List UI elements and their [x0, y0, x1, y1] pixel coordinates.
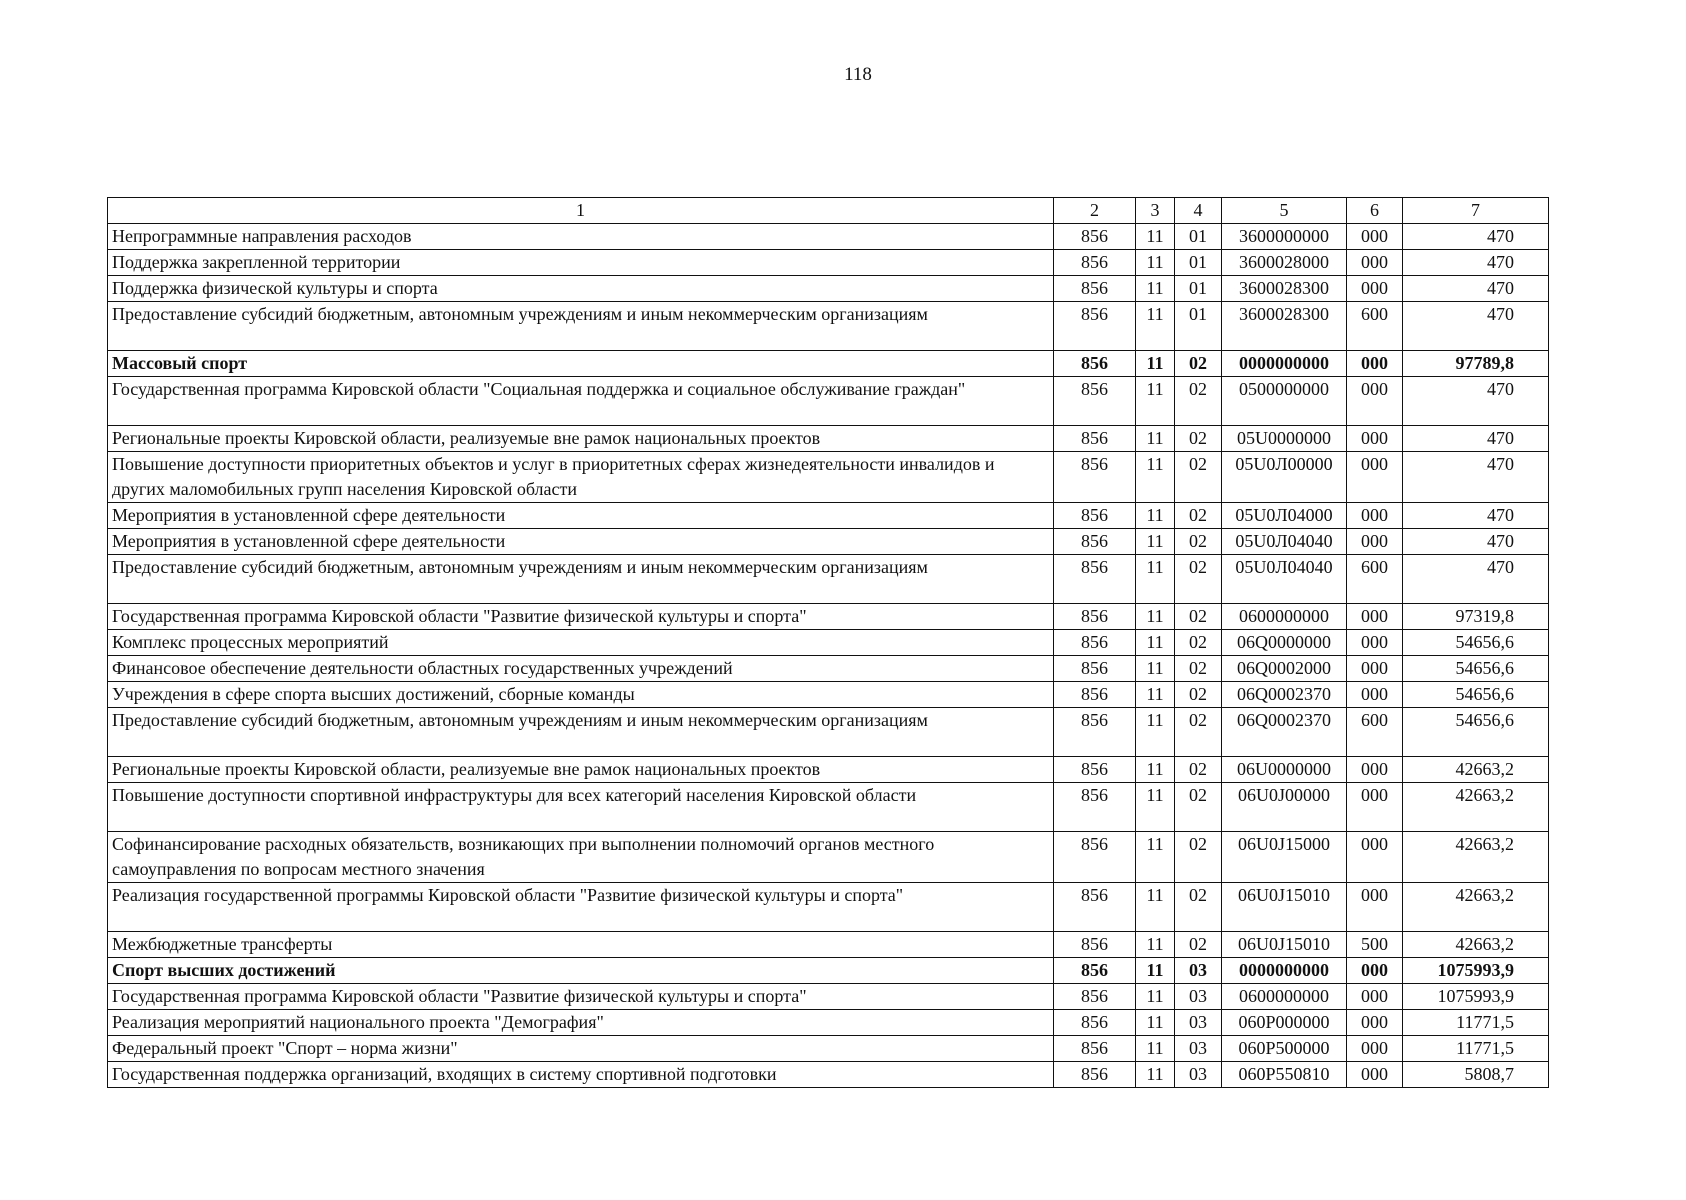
- row-code-6-cell: 000: [1347, 757, 1403, 783]
- row-code-2-cell: 856: [1054, 426, 1136, 452]
- row-amount-cell: 54656,6: [1403, 656, 1549, 682]
- row-code-3-cell: 11: [1136, 224, 1175, 250]
- row-code-4-cell: 02: [1175, 503, 1222, 529]
- row-code-6-cell: 000: [1347, 682, 1403, 708]
- row-code-3-cell: 11: [1136, 377, 1175, 426]
- row-code-5-cell: 05U0Л04000: [1222, 503, 1347, 529]
- row-code-5-cell: 3600028300: [1222, 276, 1347, 302]
- table-row: [108, 426, 1549, 452]
- row-code-6-cell: 000: [1347, 783, 1403, 832]
- row-code-4-cell: 02: [1175, 426, 1222, 452]
- row-amount-cell: 97789,8: [1403, 351, 1549, 377]
- row-code-2-cell: 856: [1054, 604, 1136, 630]
- row-amount-cell: 470: [1403, 250, 1549, 276]
- row-amount-cell: 470: [1403, 452, 1549, 503]
- header-cell-1: 1: [108, 198, 1054, 224]
- row-code-2-cell: 856: [1054, 708, 1136, 757]
- row-code-2-cell: 856: [1054, 757, 1136, 783]
- table-row: [108, 250, 1549, 276]
- row-code-2-cell: 856: [1054, 1062, 1136, 1088]
- row-code-2-cell: 856: [1054, 883, 1136, 932]
- row-amount-cell: 11771,5: [1403, 1010, 1549, 1036]
- row-code-5-cell: 3600028300: [1222, 302, 1347, 351]
- row-name-cell: Массовый спорт: [108, 351, 1054, 377]
- row-code-5-cell: 0600000000: [1222, 984, 1347, 1010]
- page-number: 118: [844, 64, 872, 85]
- row-amount-cell: 470: [1403, 426, 1549, 452]
- row-code-4-cell: 02: [1175, 656, 1222, 682]
- row-code-4-cell: 01: [1175, 276, 1222, 302]
- row-code-4-cell: 02: [1175, 452, 1222, 503]
- row-code-3-cell: 11: [1136, 708, 1175, 757]
- row-name-cell: Учреждения в сфере спорта высших достижений, сборные команды: [108, 682, 1054, 708]
- row-code-6-cell: 000: [1347, 1062, 1403, 1088]
- row-code-6-cell: 000: [1347, 503, 1403, 529]
- row-amount-cell: 470: [1403, 529, 1549, 555]
- row-code-5-cell: 3600028000: [1222, 250, 1347, 276]
- table-row: [108, 932, 1549, 958]
- row-name-cell: Государственная программа Кировской области "Развитие физической культуры и спорта": [108, 604, 1054, 630]
- row-code-4-cell: 02: [1175, 682, 1222, 708]
- row-name-cell: Предоставление субсидий бюджетным, автономным учреждениям и иным некоммерческим организациям: [108, 555, 1054, 604]
- row-code-6-cell: 600: [1347, 302, 1403, 351]
- row-code-6-cell: 000: [1347, 958, 1403, 984]
- row-code-5-cell: 060P500000: [1222, 1036, 1347, 1062]
- row-code-3-cell: 11: [1136, 757, 1175, 783]
- row-code-3-cell: 11: [1136, 529, 1175, 555]
- row-amount-cell: 1075993,9: [1403, 984, 1549, 1010]
- row-amount-cell: 42663,2: [1403, 932, 1549, 958]
- table-row: [108, 604, 1549, 630]
- table-body: [108, 198, 1549, 1088]
- row-code-3-cell: 11: [1136, 302, 1175, 351]
- row-code-2-cell: 856: [1054, 276, 1136, 302]
- row-code-6-cell: 600: [1347, 708, 1403, 757]
- row-code-3-cell: 11: [1136, 984, 1175, 1010]
- row-code-3-cell: 11: [1136, 1036, 1175, 1062]
- table-row: [108, 708, 1549, 757]
- table-row: [108, 1036, 1549, 1062]
- row-code-3-cell: 11: [1136, 932, 1175, 958]
- row-code-4-cell: 01: [1175, 224, 1222, 250]
- row-code-2-cell: 856: [1054, 302, 1136, 351]
- row-name-cell: Реализация государственной программы Кировской области "Развитие физической культуры и спорта": [108, 883, 1054, 932]
- row-name-cell: Реализация мероприятий национального проекта "Демография": [108, 1010, 1054, 1036]
- row-name-cell: Мероприятия в установленной сфере деятельности: [108, 529, 1054, 555]
- row-code-2-cell: 856: [1054, 783, 1136, 832]
- header-cell-5: 5: [1222, 198, 1347, 224]
- row-amount-cell: 54656,6: [1403, 682, 1549, 708]
- row-code-2-cell: 856: [1054, 682, 1136, 708]
- row-code-5-cell: 06U0J15010: [1222, 883, 1347, 932]
- table-row: [108, 555, 1549, 604]
- row-code-3-cell: 11: [1136, 604, 1175, 630]
- row-code-4-cell: 02: [1175, 757, 1222, 783]
- row-code-5-cell: 0600000000: [1222, 604, 1347, 630]
- row-name-cell: Поддержка закрепленной территории: [108, 250, 1054, 276]
- header-row: [108, 198, 1549, 224]
- row-code-4-cell: 03: [1175, 1036, 1222, 1062]
- row-code-6-cell: 000: [1347, 452, 1403, 503]
- row-code-2-cell: 856: [1054, 351, 1136, 377]
- row-code-2-cell: 856: [1054, 555, 1136, 604]
- row-name-cell: Спорт высших достижений: [108, 958, 1054, 984]
- row-name-cell: Региональные проекты Кировской области, реализуемые вне рамок национальных проектов: [108, 426, 1054, 452]
- row-amount-cell: 470: [1403, 555, 1549, 604]
- row-code-3-cell: 11: [1136, 503, 1175, 529]
- row-amount-cell: 470: [1403, 224, 1549, 250]
- row-code-4-cell: 02: [1175, 529, 1222, 555]
- row-code-6-cell: 000: [1347, 377, 1403, 426]
- row-code-6-cell: 000: [1347, 276, 1403, 302]
- table-row: [108, 630, 1549, 656]
- row-code-6-cell: 000: [1347, 529, 1403, 555]
- row-amount-cell: 42663,2: [1403, 832, 1549, 883]
- row-name-cell: Федеральный проект "Спорт – норма жизни": [108, 1036, 1054, 1062]
- row-name-cell: Непрограммные направления расходов: [108, 224, 1054, 250]
- row-code-4-cell: 02: [1175, 932, 1222, 958]
- row-code-4-cell: 03: [1175, 1010, 1222, 1036]
- row-code-5-cell: 05U0Л04040: [1222, 555, 1347, 604]
- row-code-4-cell: 02: [1175, 351, 1222, 377]
- row-code-6-cell: 000: [1347, 832, 1403, 883]
- row-code-3-cell: 11: [1136, 1062, 1175, 1088]
- table-row: [108, 783, 1549, 832]
- header-cell-4: 4: [1175, 198, 1222, 224]
- row-amount-cell: 5808,7: [1403, 1062, 1549, 1088]
- row-amount-cell: 470: [1403, 276, 1549, 302]
- row-code-4-cell: 02: [1175, 377, 1222, 426]
- row-code-6-cell: 500: [1347, 932, 1403, 958]
- row-code-2-cell: 856: [1054, 984, 1136, 1010]
- row-code-3-cell: 11: [1136, 1010, 1175, 1036]
- header-cell-7: 7: [1403, 198, 1549, 224]
- row-code-6-cell: 600: [1347, 555, 1403, 604]
- row-code-4-cell: 02: [1175, 630, 1222, 656]
- row-name-cell: Поддержка физической культуры и спорта: [108, 276, 1054, 302]
- row-code-6-cell: 000: [1347, 224, 1403, 250]
- row-code-2-cell: 856: [1054, 452, 1136, 503]
- row-name-cell: Предоставление субсидий бюджетным, автономным учреждениям и иным некоммерческим организациям: [108, 708, 1054, 757]
- row-code-4-cell: 02: [1175, 783, 1222, 832]
- row-code-2-cell: 856: [1054, 1036, 1136, 1062]
- table-row: [108, 351, 1549, 377]
- row-code-4-cell: 03: [1175, 958, 1222, 984]
- row-name-cell: Софинансирование расходных обязательств, возникающих при выполнении полномочий органов местного самоуправления по вопросам местного значения: [108, 832, 1054, 883]
- table-row: [108, 1010, 1549, 1036]
- row-name-cell: Финансовое обеспечение деятельности областных государственных учреждений: [108, 656, 1054, 682]
- row-code-3-cell: 11: [1136, 958, 1175, 984]
- row-amount-cell: 11771,5: [1403, 1036, 1549, 1062]
- row-code-2-cell: 856: [1054, 958, 1136, 984]
- row-amount-cell: 97319,8: [1403, 604, 1549, 630]
- row-code-3-cell: 11: [1136, 656, 1175, 682]
- row-code-4-cell: 01: [1175, 302, 1222, 351]
- row-code-4-cell: 02: [1175, 832, 1222, 883]
- row-code-2-cell: 856: [1054, 1010, 1136, 1036]
- row-code-5-cell: 0500000000: [1222, 377, 1347, 426]
- row-amount-cell: 54656,6: [1403, 708, 1549, 757]
- row-code-3-cell: 11: [1136, 682, 1175, 708]
- table-row: [108, 276, 1549, 302]
- row-code-6-cell: 000: [1347, 604, 1403, 630]
- row-code-4-cell: 02: [1175, 883, 1222, 932]
- table-row: [108, 224, 1549, 250]
- header-cell-6: 6: [1347, 198, 1403, 224]
- table-row: [108, 757, 1549, 783]
- row-code-4-cell: 02: [1175, 604, 1222, 630]
- row-amount-cell: 42663,2: [1403, 883, 1549, 932]
- row-code-4-cell: 02: [1175, 708, 1222, 757]
- row-code-2-cell: 856: [1054, 656, 1136, 682]
- row-code-5-cell: 05U0000000: [1222, 426, 1347, 452]
- row-code-6-cell: 000: [1347, 1036, 1403, 1062]
- row-code-2-cell: 856: [1054, 377, 1136, 426]
- row-code-4-cell: 01: [1175, 250, 1222, 276]
- row-amount-cell: 42663,2: [1403, 757, 1549, 783]
- row-amount-cell: 470: [1403, 377, 1549, 426]
- table-row: [108, 682, 1549, 708]
- row-code-6-cell: 000: [1347, 883, 1403, 932]
- row-code-2-cell: 856: [1054, 630, 1136, 656]
- row-code-3-cell: 11: [1136, 832, 1175, 883]
- row-amount-cell: 1075993,9: [1403, 958, 1549, 984]
- row-code-3-cell: 11: [1136, 276, 1175, 302]
- row-name-cell: Государственная программа Кировской области "Развитие физической культуры и спорта": [108, 984, 1054, 1010]
- row-code-4-cell: 03: [1175, 1062, 1222, 1088]
- table-row: [108, 656, 1549, 682]
- row-code-5-cell: 0000000000: [1222, 351, 1347, 377]
- row-code-2-cell: 856: [1054, 224, 1136, 250]
- table-row: [108, 377, 1549, 426]
- row-code-6-cell: 000: [1347, 1010, 1403, 1036]
- row-code-5-cell: 06U0J15000: [1222, 832, 1347, 883]
- row-code-3-cell: 11: [1136, 250, 1175, 276]
- row-code-5-cell: 060P000000: [1222, 1010, 1347, 1036]
- row-code-2-cell: 856: [1054, 250, 1136, 276]
- row-code-5-cell: 05U0Л00000: [1222, 452, 1347, 503]
- row-code-2-cell: 856: [1054, 529, 1136, 555]
- table-row: [108, 503, 1549, 529]
- row-code-5-cell: 06U0J00000: [1222, 783, 1347, 832]
- row-code-6-cell: 000: [1347, 426, 1403, 452]
- header-cell-3: 3: [1136, 198, 1175, 224]
- row-code-3-cell: 11: [1136, 555, 1175, 604]
- row-code-6-cell: 000: [1347, 656, 1403, 682]
- row-name-cell: Предоставление субсидий бюджетным, автономным учреждениям и иным некоммерческим организациям: [108, 302, 1054, 351]
- row-code-3-cell: 11: [1136, 426, 1175, 452]
- row-code-4-cell: 02: [1175, 555, 1222, 604]
- row-code-5-cell: 06Q0002000: [1222, 656, 1347, 682]
- row-code-2-cell: 856: [1054, 832, 1136, 883]
- row-name-cell: Государственная программа Кировской области "Социальная поддержка и социальное обслуживание граждан": [108, 377, 1054, 426]
- row-code-3-cell: 11: [1136, 452, 1175, 503]
- row-code-5-cell: 06U0J15010: [1222, 932, 1347, 958]
- row-amount-cell: 54656,6: [1403, 630, 1549, 656]
- table-row: [108, 883, 1549, 932]
- row-code-2-cell: 856: [1054, 932, 1136, 958]
- table-row: [108, 832, 1549, 883]
- row-code-6-cell: 000: [1347, 630, 1403, 656]
- row-code-6-cell: 000: [1347, 250, 1403, 276]
- row-code-5-cell: 05U0Л04040: [1222, 529, 1347, 555]
- row-name-cell: Региональные проекты Кировской области, реализуемые вне рамок национальных проектов: [108, 757, 1054, 783]
- row-name-cell: Повышение доступности приоритетных объектов и услуг в приоритетных сферах жизнедеятельности инвалидов и других маломобильных групп населения Кировской области: [108, 452, 1054, 503]
- row-amount-cell: 42663,2: [1403, 783, 1549, 832]
- row-code-6-cell: 000: [1347, 984, 1403, 1010]
- row-name-cell: Повышение доступности спортивной инфраструктуры для всех категорий населения Кировской области: [108, 783, 1054, 832]
- row-code-5-cell: 06Q0002370: [1222, 708, 1347, 757]
- row-code-5-cell: 06U0000000: [1222, 757, 1347, 783]
- row-amount-cell: 470: [1403, 302, 1549, 351]
- row-code-3-cell: 11: [1136, 883, 1175, 932]
- budget-table: [107, 197, 1549, 1088]
- row-code-4-cell: 03: [1175, 984, 1222, 1010]
- row-code-2-cell: 856: [1054, 503, 1136, 529]
- row-code-5-cell: 3600000000: [1222, 224, 1347, 250]
- row-code-3-cell: 11: [1136, 783, 1175, 832]
- table-row: [108, 452, 1549, 503]
- row-code-3-cell: 11: [1136, 351, 1175, 377]
- row-name-cell: Комплекс процессных мероприятий: [108, 630, 1054, 656]
- row-code-3-cell: 11: [1136, 630, 1175, 656]
- row-code-5-cell: 060P550810: [1222, 1062, 1347, 1088]
- row-name-cell: Мероприятия в установленной сфере деятельности: [108, 503, 1054, 529]
- table-row: [108, 529, 1549, 555]
- row-name-cell: Межбюджетные трансферты: [108, 932, 1054, 958]
- table-row: [108, 984, 1549, 1010]
- row-name-cell: Государственная поддержка организаций, входящих в систему спортивной подготовки: [108, 1062, 1054, 1088]
- header-cell-2: 2: [1054, 198, 1136, 224]
- table-row: [108, 302, 1549, 351]
- row-code-5-cell: 0000000000: [1222, 958, 1347, 984]
- row-code-5-cell: 06Q0002370: [1222, 682, 1347, 708]
- table-row: [108, 1062, 1549, 1088]
- table-row: [108, 958, 1549, 984]
- row-amount-cell: 470: [1403, 503, 1549, 529]
- row-code-6-cell: 000: [1347, 351, 1403, 377]
- row-code-5-cell: 06Q0000000: [1222, 630, 1347, 656]
